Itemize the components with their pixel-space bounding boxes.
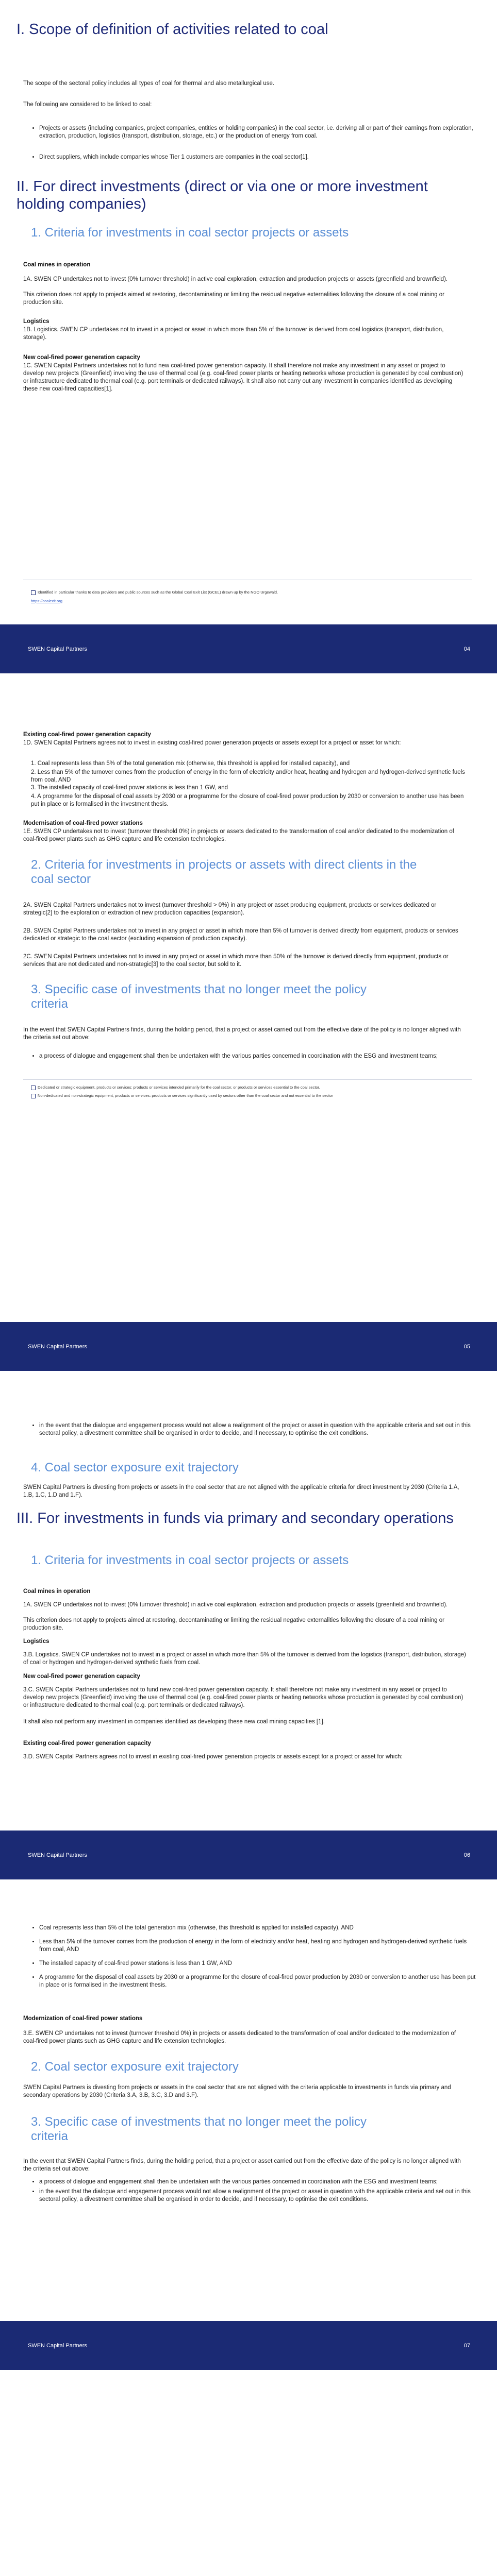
subsection-heading: 3. Specific case of investments that no longer meet the policy criteria xyxy=(31,2115,367,2143)
criterion-3d: 3.D. SWEN Capital Partners agrees not to invest in existing coal-fired power generation projects or assets except for a project or asset for which: xyxy=(23,1754,403,1760)
paragraph: This criterion does not apply to projects aimed at restoring, decontaminating or limiting the residual negative externalities following the closure of a coal mining or production site. xyxy=(23,292,444,306)
footnote-marker-icon xyxy=(31,590,36,595)
subsection-heading: 3. Specific case of investments that no longer meet the policy criteria xyxy=(31,982,367,1011)
bullet-list xyxy=(31,1053,477,1065)
paragraph: The following are considered to be linked to coal: xyxy=(23,101,152,108)
criterion-2c: 2C. SWEN Capital Partners undertakes not to invest in any project or asset in which more than 50% of the turnover is derived directly from equipment, products or services that are not dedicated and non-strategic[3] to the coal sector, but sold to it. xyxy=(23,954,449,968)
list-item: • A programme for the disposal of coal assets by 2030 or a programme for the closure of coal-fired power production by 2030 or conversion to another use has been put in place or is formalised in the investment thesis. xyxy=(39,1974,477,1989)
subsection-heading: 2. Criteria for investments in projects or assets with direct clients in the coal sector xyxy=(31,858,417,886)
subsection-heading: 4. Coal sector exposure exit trajectory xyxy=(31,1461,239,1475)
criterion-3c: 3.C. SWEN Capital Partners undertakes not to fund new coal-fired power generation capacity. It shall therefore not make any investment in any asset or project to develop new projects (Greenfield) involving the use of thermal coal (e.g. coal-fired power plants or heating networks whose production is generated by coal combustion) or infrastructure dedicated to thermal coal (e.g. port terminals or dedicated railways). xyxy=(23,1687,463,1708)
page-footer xyxy=(0,2321,497,2370)
section-heading-1: I. Scope of definition of activities related to coal xyxy=(16,21,328,38)
label-coal-mines: Coal mines in operation xyxy=(23,262,91,268)
page-number: 06 xyxy=(463,1852,470,1858)
label-logistics: Logistics xyxy=(23,318,49,325)
condition-3: 3. The installed capacity of coal-fired power stations is less than 1 GW, and xyxy=(31,785,228,791)
label-modernisation: Modernization of coal-fired power stations xyxy=(23,2015,143,2022)
footnote-divider xyxy=(23,1079,472,1080)
criterion-2a: 2A. SWEN Capital Partners undertakes not to invest (turnover threshold > 0%) in any project or asset producing equipment, products or services dedicated or strategic[2] to the exploration or extraction of new production capacities (expansion). xyxy=(23,902,437,916)
list-item: • Direct suppliers, which include companies whose Tier 1 customers are companies in the coal sector[1]. xyxy=(39,154,483,161)
page-footer xyxy=(0,1322,497,1371)
paragraph: SWEN Capital Partners is divesting from projects or assets in the coal sector that are not aligned with the criteria applicable to investments in funds via primary and secondary operations by 2030 (Criteria 3.A, 3.B, 3.C, 3.D and 3.F). xyxy=(23,2084,451,2098)
bullet-list xyxy=(31,1924,477,1994)
condition-1: 1. Coal represents less than 5% of the total generation mix (otherwise, this threshold is applied for installed capacity), and xyxy=(31,760,350,767)
criterion-3b: 3.B. Logistics. SWEN CP undertakes not to invest in a project or asset in which more than 5% of the turnover is derived from the logistics (transport, distribution, storage) of coal or hydrogen and hydrogen-derived synthetic fuels from coal. xyxy=(23,1652,466,1666)
paragraph: In the event that SWEN Capital Partners finds, during the holding period, that a project or asset carried out from the effective date of the policy is no longer aligned with the criteria set out above: xyxy=(23,2158,461,2172)
subsection-heading: 1. Criteria for investments in coal sector projects or assets xyxy=(31,226,349,240)
criterion-1e: 1E. SWEN CP undertakes not to invest (turnover threshold 0%) in projects or assets dedicated to the transformation of coal and/or dedicated to the modernization of coal-fired power plants such as GHG capture and life extension technologies. xyxy=(23,828,454,842)
paragraph: The scope of the sectoral policy includes all types of coal for thermal and also metallurgical use. xyxy=(23,80,275,87)
paragraph: It shall also not perform any investment in companies identified as developing these new coal mining capacities [1]. xyxy=(23,1719,325,1725)
label-existing: Existing coal-fired power generation capacity xyxy=(23,732,151,738)
section-heading-3: III. For investments in funds via primary and secondary operations xyxy=(16,1510,454,1527)
list-item: • in the event that the dialogue and engagement process would not allow a realignment of the project or asset in question with the applicable criteria and set out in this sectoral policy, a divestment committee shall be organised in order to decide, and if necessary, to optimise the exit conditions. xyxy=(39,2188,477,2204)
page-number: 04 xyxy=(463,646,470,652)
footer-brand: SWEN Capital Partners xyxy=(28,2343,87,2349)
paragraph: In the event that SWEN Capital Partners finds, during the holding period, that a project or asset carried out from the effective date of the policy is no longer aligned with the criteria set out above: xyxy=(23,1027,461,1041)
footnote-link[interactable]: https://coalexit.org xyxy=(31,599,62,603)
criterion-1c: 1C. SWEN Capital Partners undertakes not to fund new coal-fired power generation capacity. It shall therefore not make any investment in any asset or project to develop new projects (Greenfield) involving the use of thermal coal (e.g. coal-fired power plants or heating networks whose production is generated by coal combustion) or infrastructure dedicated to thermal coal (e.g. port terminals or dedicated railways). It shall also not carry out any investment in companies identified as developing these new coal-fired capacities[1]. xyxy=(23,363,463,392)
page-number: 07 xyxy=(463,2343,470,2349)
criterion-3e: 3.E. SWEN CP undertakes not to invest (turnover threshold 0%) in projects or assets dedicated to the transformation of coal and/or dedicated to the modernization of coal-fired power plants such as GHG capture and life extension technologies. xyxy=(23,2030,456,2044)
footnote-marker-icon xyxy=(31,1094,36,1098)
footnote-3: Non-dedicated and non-strategic equipment, products or services: products or services significantly used by sectors other than the coal sector and not essential to the sector xyxy=(31,1093,469,1098)
paragraph: SWEN Capital Partners is divesting from projects or assets in the coal sector that are not aligned with the applicable criteria for direct investment by 2030 (Criteria 1.A, 1.B, 1.C, 1.D and 1.F). xyxy=(23,1484,459,1498)
bullet-list xyxy=(31,125,483,166)
criterion-1a: 1A. SWEN CP undertakes not to invest (0% turnover threshold) in active coal exploration, extraction and production projects or assets (greenfield and brownfield). xyxy=(23,1602,448,1608)
footer-brand: SWEN Capital Partners xyxy=(28,1852,87,1858)
footer-brand: SWEN Capital Partners xyxy=(28,1344,87,1350)
bullet-list xyxy=(31,2178,477,2209)
criterion-1a: 1A. SWEN CP undertakes not to invest (0% turnover threshold) in active coal exploration, extraction and production projects or assets (greenfield and brownfield). xyxy=(23,276,448,282)
subsection-heading: 1. Criteria for investments in coal sector projects or assets xyxy=(31,1553,349,1567)
criterion-1d: 1D. SWEN Capital Partners agrees not to invest in existing coal-fired power generation projects or assets except for a project or asset for which: xyxy=(23,740,401,746)
label-new-coal: New coal-fired power generation capacity xyxy=(23,1673,140,1680)
label-existing: Existing coal-fired power generation capacity xyxy=(23,1740,151,1747)
footnote-1: Identified in particular thanks to data providers and public sources such as the Global Coal Exit List (GCEL) drawn up by the NGO Urgewald. xyxy=(31,590,469,595)
footnote-marker-icon xyxy=(31,1086,36,1090)
criterion-1b: 1B. Logistics. SWEN CP undertakes not to invest in a project or asset in which more than 5% of the turnover is derived from coal logistics (transport, distribution, storage). xyxy=(23,327,444,341)
subsection-heading: 2. Coal sector exposure exit trajectory xyxy=(31,2060,239,2074)
condition-2: 2. Less than 5% of the turnover comes from the production of energy in the form of electricity and/or heat, heating and hydrogen and hydrogen-derived synthetic fuels from coal, AND xyxy=(31,769,465,783)
label-modernisation: Modernisation of coal-fired power stations xyxy=(23,820,143,826)
criterion-2b: 2B. SWEN Capital Partners undertakes not to invest in any project or asset in which more than 5% of turnover is derived directly from equipment, products or services dedicated or strategic to the coal sector (excluding expansion of production capacity). xyxy=(23,928,458,942)
footnote-2: Dedicated or strategic equipment, products or services: products or services intended primarily for the coal sector, or products or services essential to the coal sector. xyxy=(31,1085,469,1090)
paragraph: This criterion does not apply to projects aimed at restoring, decontaminating or limiting the residual negative externalities following the closure of a coal mining or production site. xyxy=(23,1617,444,1631)
list-item: • Less than 5% of the turnover comes from the production of energy in the form of electricity and/or heat, heating and hydrogen and hydrogen-derived synthetic fuels from coal, AND xyxy=(39,1938,477,1954)
label-coal-mines: Coal mines in operation xyxy=(23,1588,91,1595)
list-item: • Coal represents less than 5% of the total generation mix (otherwise, this threshold is applied for installed capacity), AND xyxy=(39,1924,477,1932)
condition-4: 4. A programme for the disposal of coal assets by 2030 or a programme for the closure of coal-fired power production by 2030 or conversion to another use has been put in place or is formalised in the investment thesis. xyxy=(31,793,464,807)
page-footer xyxy=(0,624,497,673)
section-heading-2: II. For direct investments (direct or via one or more investment holding companies) xyxy=(16,178,428,212)
list-item: • a process of dialogue and engagement shall then be undertaken with the various parties concerned in coordination with the ESG and investment teams; xyxy=(39,2178,477,2186)
label-logistics: Logistics xyxy=(23,1638,49,1645)
list-item: • in the event that the dialogue and engagement process would not allow a realignment of the project or asset in question with the applicable criteria and set out in this sectoral policy, a divestment committee shall be organised in order to decide, and if necessary, to optimise the exit conditions. xyxy=(39,1422,477,1437)
list-item: • a process of dialogue and engagement shall then be undertaken with the various parties concerned in coordination with the ESG and investment teams; xyxy=(39,1053,477,1060)
footer-brand: SWEN Capital Partners xyxy=(28,646,87,652)
list-item: • The installed capacity of coal-fired power stations is less than 1 GW, AND xyxy=(39,1960,477,1968)
page-footer xyxy=(0,1831,497,1879)
page-number: 05 xyxy=(463,1344,470,1350)
list-item: • Projects or assets (including companies, project companies, entities or holding companies) in the coal sector, i.e. deriving all or part of their earnings from exploration, extraction, production, logistics (transport, distribution, storage, etc.) or the production of energy from coal. xyxy=(39,125,483,140)
bullet-list xyxy=(31,1422,477,1443)
label-new-coal: New coal-fired power generation capacity xyxy=(23,354,140,361)
